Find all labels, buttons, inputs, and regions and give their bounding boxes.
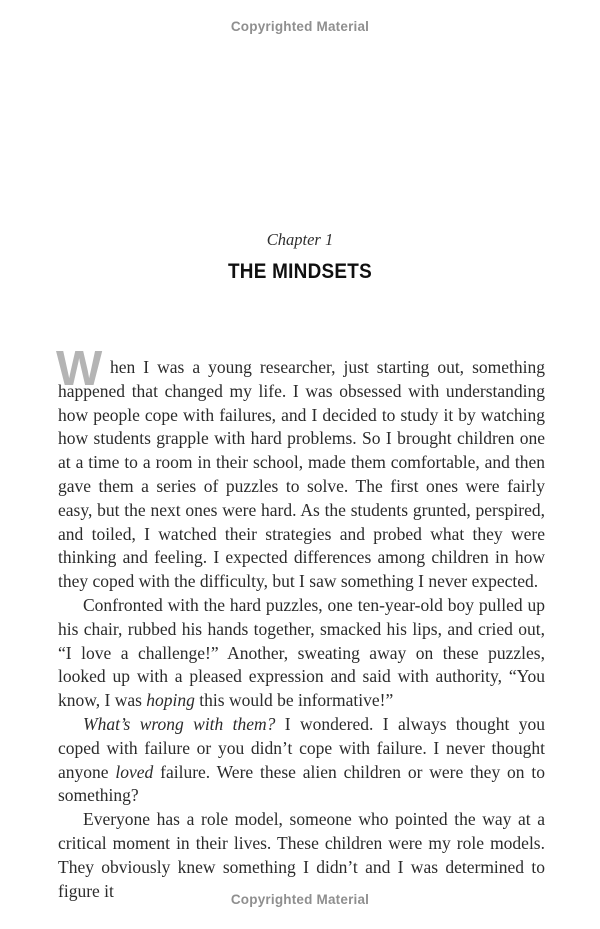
paragraph-4 (58, 808, 545, 903)
paragraph-3 (58, 713, 545, 808)
paragraph-3-text: What’s wrong with them? I wondered. I always thought you coped with failure or you didn’t cope with failure. I never thought anyone loved failure. Were these alien children or were they on to something? (58, 713, 545, 806)
body-text (56, 342, 545, 903)
chapter-title: THE MINDSETS (227, 259, 373, 283)
drop-cap: W (56, 342, 103, 396)
copyright-notice-top: Copyrighted Material (230, 19, 370, 34)
paragraph-4-text: Everyone has a role model, someone who pointed the way at a critical moment in their lives. These children were my role models. They obviously knew something I didn’t and I was determined to figure it (58, 809, 545, 901)
paragraph-1-text: hen I was a young researcher, just starting out, something happened that changed my life. I was obsessed with understanding how people cope with failures, and I decided to study it by watching how students grapple with hard problems. So I brought children one at a time to a room in their school, made them comfortable, and then gave them a series of puzzles to solve. The first ones were fairly easy, but the next ones were hard. As the students grunted, perspired, and toiled, I watched their strategies and probed what they were thinking and feeling. I expected differences among children in how they coped with the difficulty, but I saw something I never expected. (58, 357, 545, 592)
paragraph-2-text: Confronted with the hard puzzles, one ten-year-old boy pulled up his chair, rubbed his hands together, smacked his lips, and cried out, “I love a challenge!” Another, sweating away on these puzzles, looked up with a pleased expression and said with authority, “You know, I was hoping this would be informative!” (58, 594, 545, 711)
copyright-notice-bottom: Copyrighted Material (230, 892, 370, 907)
paragraph-1 (56, 342, 545, 594)
chapter-label: Chapter 1 (266, 230, 334, 249)
paragraph-2 (58, 594, 545, 713)
